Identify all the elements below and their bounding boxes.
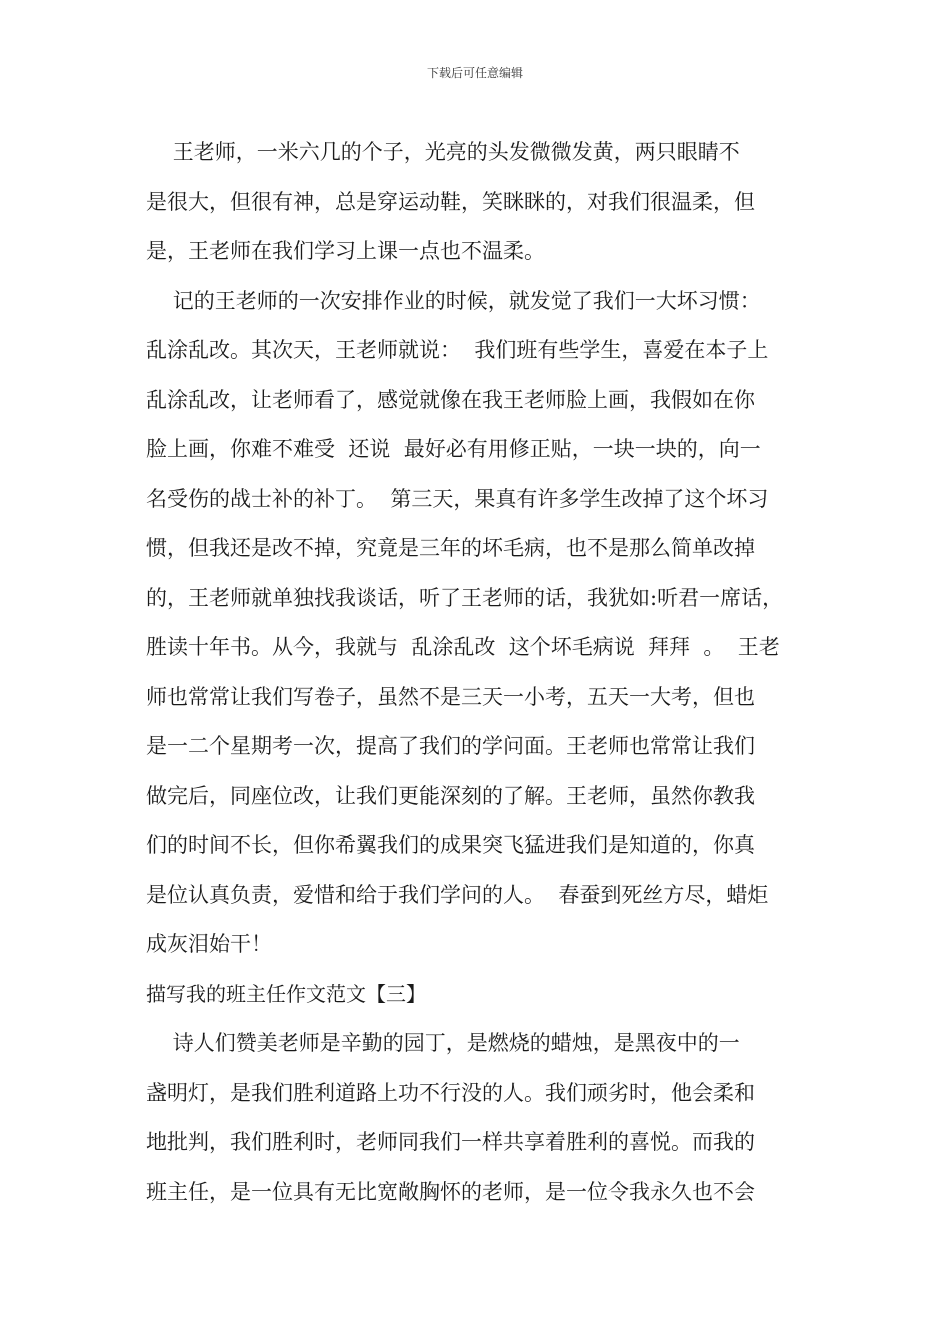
text-line: 乱涂乱改，让老师看了，感觉就像在我王老师脸上画，我假如在你	[146, 387, 755, 412]
text-line: 盏明灯，是我们胜利道路上功不行没的人。我们顽劣时，他会柔和	[146, 1080, 755, 1105]
text-line: 地批判，我们胜利时，老师同我们一样共享着胜利的喜悦。而我的	[146, 1130, 755, 1154]
text-line: 做完后，同座位改，让我们更能深刻的了解。王老师，虽然你教我	[146, 783, 755, 808]
text-line: 班主任，是一位具有无比宽敞胸怀的老师，是一位令我永久也不会	[146, 1179, 755, 1204]
text-line: 是位认真负责，爱惜和给于我们学问的人。 春蚕到死丝方尽，蜡炬	[146, 882, 769, 907]
text-line: 诗人们赞美老师是辛勤的园丁，是燃烧的蜡烛，是黑夜中的一	[146, 1031, 740, 1055]
text-line: 的，王老师就单独找我谈话，听了王老师的话，我犹如:听君一席话，	[146, 585, 784, 610]
text-line: 是，王老师在我们学习上课一点也不温柔。	[146, 239, 545, 263]
document-body	[146, 128, 826, 1217]
text-line: 胜读十年书。从今，我就与 乱涂乱改 这个坏毛病说 拜拜 。 王老	[146, 635, 780, 659]
text-line: 乱涂乱改。其次天，王老师就说： 我们班有些学生，喜爱在本子上	[146, 338, 769, 362]
text-line: 名受伤的战士补的补丁。 第三天，果真有许多学生改掉了这个坏习	[146, 486, 769, 511]
page-header: 下载后可任意编辑	[426, 66, 523, 80]
text-line: 脸上画，你难不难受 还说 最好必有用修正贴，一块一块的，向一	[146, 437, 761, 461]
text-line: 们的时间不长，但你希翼我们的成果突飞猛进我们是知道的，你真	[146, 833, 755, 857]
text-line: 王老师，一米六几的个子，光亮的头发微微发黄，两只眼睛不	[146, 140, 740, 164]
text-line: 成灰泪始干！	[146, 932, 272, 956]
text-line: 惯，但我还是改不掉，究竟是三年的坏毛病，也不是那么简单改掉	[146, 536, 755, 560]
text-line: 是一二个星期考一次，提高了我们的学问面。王老师也常常让我们	[146, 734, 755, 758]
text-line: 记的王老师的一次安排作业的时候，就发觉了我们一大坏习惯：	[146, 288, 761, 313]
text-line: 师也常常让我们写卷子，虽然不是三天一小考，五天一大考，但也	[146, 684, 755, 709]
text-line: 是很大，但很有神，总是穿运动鞋，笑眯眯的，对我们很温柔，但	[146, 189, 755, 214]
section-heading: 描写我的班主任作文范文【三】	[146, 981, 426, 1006]
